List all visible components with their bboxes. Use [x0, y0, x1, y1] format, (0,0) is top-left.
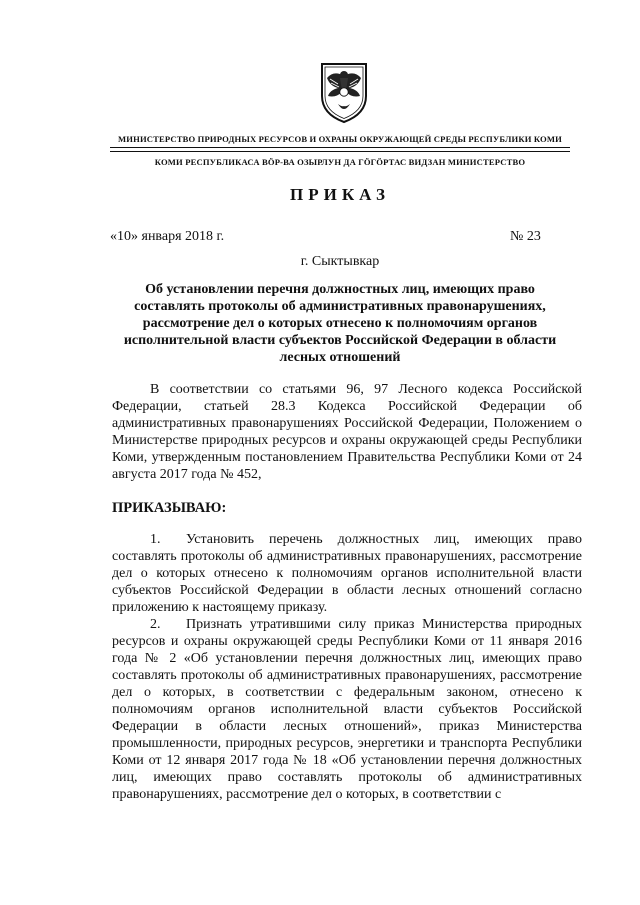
header-divider-thin	[110, 151, 570, 152]
order-number: № 23	[510, 229, 541, 244]
coat-of-arms-icon	[318, 60, 370, 124]
order-item-2	[112, 616, 582, 803]
order-subject: Об установлении перечня должностных лиц, имеющих право составлять протоколы об административных правонарушениях, рассмотрение дел о которых отнесено к полномочиям органов исполнительной власти субъектов Российской Федерации в области лесных отношений	[123, 282, 557, 365]
order-item-text: Установить перечень должностных лиц, имеющих право составлять протоколы об административных правонарушениях, рассмотрение дел о которых отнесено к полномочиям органов исполнительной власти субъектов Российской Федерации в области лесных отношений согласно приложению к настоящему приказу.	[112, 532, 582, 615]
order-keyword: ПРИКАЗЫВАЮ:	[112, 500, 227, 516]
order-item-1	[112, 531, 582, 616]
ministry-name-russian: МИНИСТЕРСТВО ПРИРОДНЫХ РЕСУРСОВ И ОХРАНЫ ОКРУЖАЮЩЕЙ СРЕДЫ РЕСПУБЛИКИ КОМИ	[118, 134, 562, 144]
order-city: г. Сыктывкар	[300, 254, 380, 269]
order-date: «10» января 2018 г.	[110, 229, 225, 244]
document-title: ПРИКАЗ	[290, 185, 390, 204]
preamble-block	[112, 381, 582, 483]
order-item-text: Признать утратившими силу приказ Министерства природных ресурсов и охраны окружающей среды Республики Коми от 11 января 2016 года № 2 «Об установлении перечня должностных лиц, имеющих право составлять протоколы об административных правонарушениях, рассмотрение дел о которых, в соответствии с федеральным законом, отнесено к полномочиям органов исполнительной власти субъектов Российской Федерации в области лесных отношений», приказ Министерства промышленности, природных ресурсов, энергетики и транспорта Республики Коми от 12 января 2017 года № 18 «Об установлении перечня должностных лиц, имеющих право составлять протоколы об административных правонарушениях, рассмотрение дел о которых, в соответствии с	[112, 617, 582, 802]
preamble-paragraph: В соответствии со статьями 96, 97 Лесного кодекса Российской Федерации, статьей 28.3 Кодекса Российской Федерации об административных правонарушениях Российской Федерации, Положением о Министерстве природных ресурсов и охраны окружающей среды Республики Коми, утвержденным постановлением Правительства Республики Коми от 24 августа 2017 года № 452,	[112, 382, 582, 482]
order-item-number: 2.	[150, 617, 161, 632]
order-item-number: 1.	[150, 532, 161, 547]
ministry-name-komi: КОМИ РЕСПУБЛИКАСА ВÖР-ВА ОЗЫРЛУН ДА ГÖГÖРТАС ВИДЗАН МИНИСТЕРСТВО	[154, 157, 526, 167]
header-divider-thick	[110, 147, 570, 148]
order-items	[112, 531, 582, 803]
